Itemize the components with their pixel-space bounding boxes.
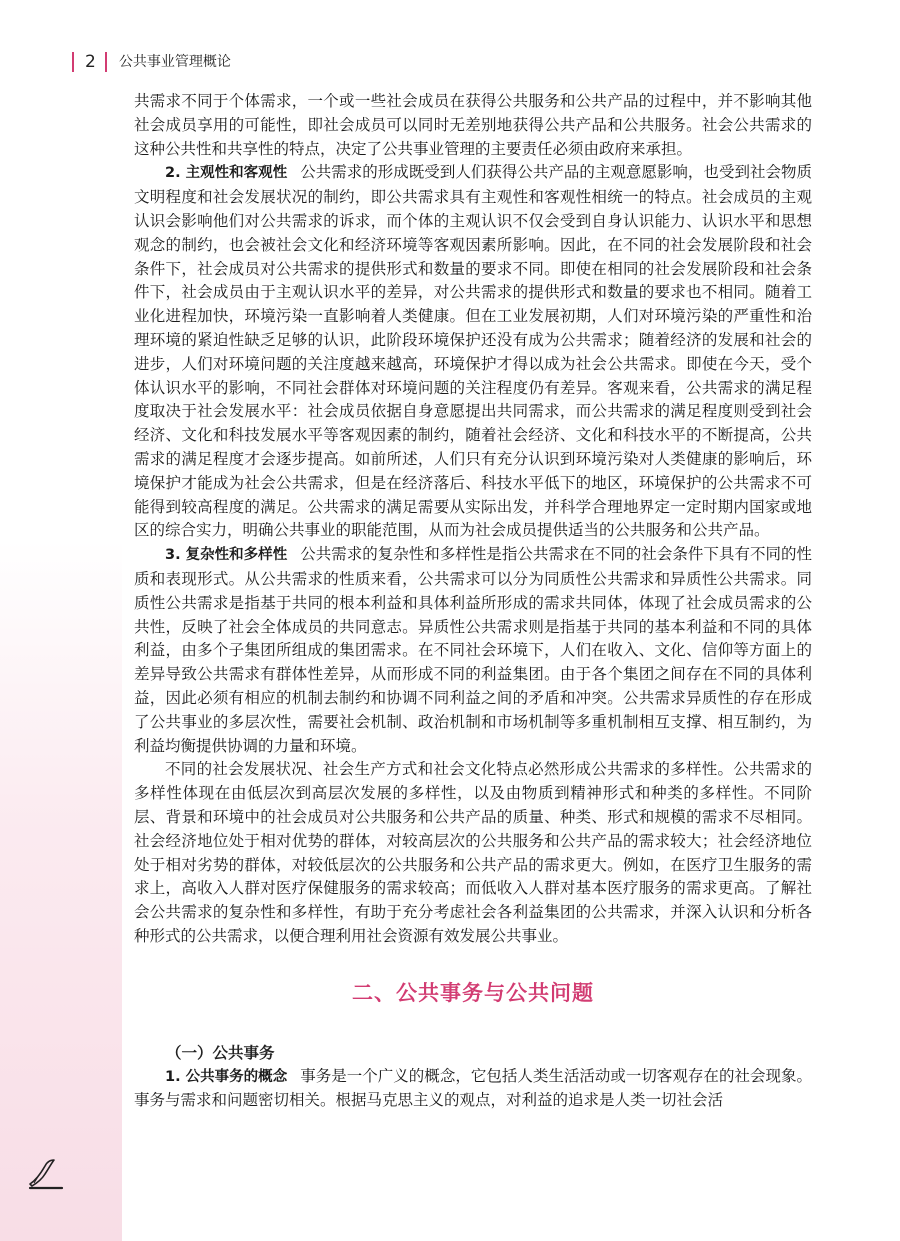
- paragraph-public-affairs-concept: [134, 1065, 812, 1114]
- paragraph-diversity: 不同的社会发展状况、社会生产方式和社会文化特点必然形成公共需求的多样性。公共需求的多样性体现在由低层次到高层次发展的多样性，以及由物质到精神形式和种类的多样性。不同阶层、背景和环境中的社会成员对公共服务和公共产品的质量、种类、形式和规模的需求不尽相同。社会经济地位处于相对优势的群体，对较高层次的公共服务和公共产品的需求较大；社会经济地位处于相对劣势的群体，对较低层次的公共服务和公共产品的需求更大。例如，在医疗卫生服务的需求上，高收入人群对医疗保健服务的需求较高；而低收入人群对基本医疗服务的需求更高。了解社会公共需求的复杂性和多样性，有助于充分考虑社会各利益集团的公共需求，并深入认识和分析各种形式的公共需求，以便合理利用社会资源有效发展公共事业。: [134, 760, 812, 945]
- paragraph-complexity: [134, 543, 812, 758]
- paragraph-subjectivity: [134, 161, 812, 543]
- header-bar-left: [72, 52, 74, 72]
- book-title: 公共事业管理概论: [118, 54, 231, 70]
- paragraph-complexity-text: 公共需求的复杂性和多样性是指公共需求在不同的社会条件下具有不同的性质和表现形式。从公共需求的性质来看，公共需求可以分为同质性公共需求和异质性公共需求。同质性公共需求是指基于共同的根本利益和具体利益所形成的需求共同体，体现了社会成员需求的公共性，反映了社会全体成员的共同意志。异质性公共需求则是指基于共同的基本利益和不同的具体利益，由多个子集团所组成的集团需求。在不同社会环境下，人们在收入、文化、信仰等方面上的差异导致公共需求有群体性差异，从而形成不同的利益集团。由于各个集团之间存在不同的具体利益，因此必须有相应的机制去制约和协调不同利益之间的矛盾和冲突。公共需求异质性的存在形成了公共事业的多层次性，需要社会机制、政治机制和市场机制等多重机制相互支撑、相互制约，为利益均衡提供协调的力量和环境。: [134, 545, 812, 755]
- paragraph-subjectivity-text: 公共需求的形成既受到人们获得公共产品的主观意愿影响，也受到社会物质文明程度和社会发展状况的制约，即公共需求具有主观性和客观性相统一的特点。社会成员的主观认识会影响他们对公共需求的诉求，而个体的主观认识不仅会受到自身认识能力、认识水平和思想观念的制约，也会被社会文化和经济环境等客观因素所影响。因此，在不同的社会发展阶段和社会条件下，社会成员对公共需求的提供形式和数量的要求不同。即使在相同的社会发展阶段和社会条件下，社会成员由于主观认识水平的差异，对公共需求的提供形式和数量的要求也不相同。随着工业化进程加快，环境污染一直影响着人类健康。但在工业发展初期，人们对环境污染的严重性和治理环境的紧迫性缺乏足够的认识，此阶段环境保护还没有成为公共需求；随着经济的发展和社会的进步，人们对环境问题的关注度越来越高，环境保护才得以成为社会公共需求。即使在今天，受个体认识水平的影响，不同社会群体对环境问题的关注程度仍有差异。客观来看，公共需求的满足程度取决于社会发展水平：社会成员依据自身意愿提出共同需求，而公共需求的满足程度则受到社会经济、文化和科技发展水平等客观因素的制约，随着社会经济、文化和科技水平的不断提高，公共需求的满足程度才会逐步提高。如前所述，人们只有充分认识到环境污染对人类健康的影响后，环境保护才能成为社会公共需求，但是在经济落后、科技水平低下的地区，环境保护的公共需求不可能得到较高程度的满足。公共需求的满足需要从实际出发，并科学合理地界定一定时期内国家或地区的综合实力，明确公共事业的职能范围，从而为社会成员提供适当的公共服务和公共产品。: [134, 163, 812, 540]
- page-number: 2: [85, 52, 96, 72]
- paragraph-public-affairs-concept-title: 1. 公共事务的概念: [165, 1068, 288, 1085]
- paragraph-subjectivity-title: 2. 主观性和客观性: [165, 165, 288, 182]
- paragraph-continuation: 共需求不同于个体需求，一个或一些社会成员在获得公共服务和公共产品的过程中，并不影响其他社会成员享用的可能性，即社会成员可以同时无差别地获得公共产品和公共服务。社会公共需求的这种公共性和共享性的特点，决定了公共事业管理的主要责任必须由政府来承担。: [134, 92, 812, 158]
- section-heading: 二、公共事务与公共问题: [352, 980, 594, 1005]
- paragraph-public-affairs-concept-text: 事务是一个广义的概念，它包括人类生活活动或一切客观存在的社会现象。事务与需求和问题密切相关。根据马克思主义的观点，对利益的追求是人类一切社会活: [134, 1066, 812, 1110]
- page-margin-tint: [0, 540, 122, 1241]
- header-bar-right: [105, 52, 107, 72]
- quill-icon: [26, 1158, 66, 1192]
- page-content: [134, 90, 812, 1113]
- paragraph-complexity-title: 3. 复杂性和多样性: [165, 547, 288, 564]
- page-header: [72, 50, 231, 74]
- subsection-heading: （一）公共事务: [166, 1043, 275, 1062]
